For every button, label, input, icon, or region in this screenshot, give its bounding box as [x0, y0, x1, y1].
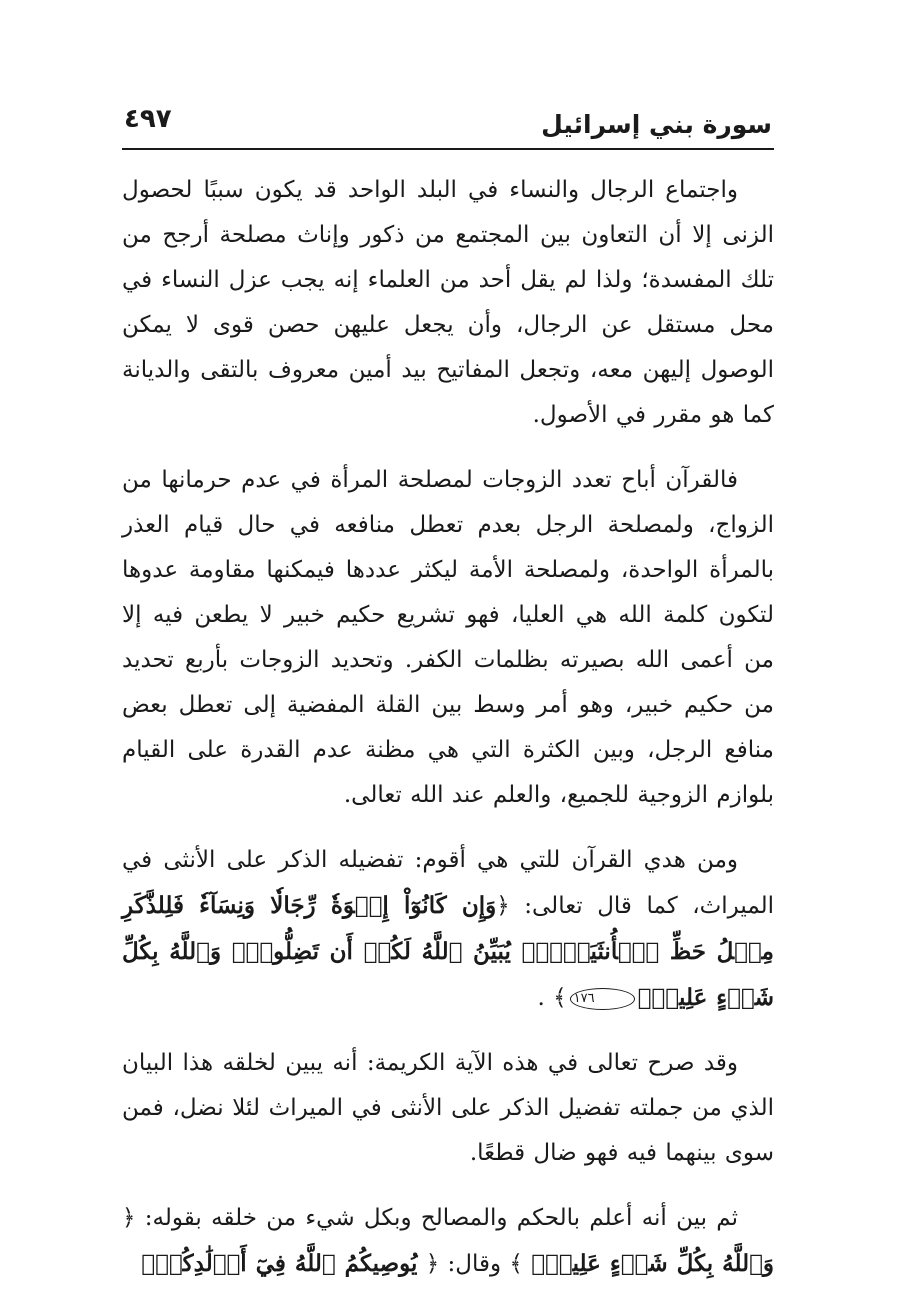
quran-verse: وَإِن كَانُوٓاْ إِخۡوَةٗ رِّجَالٗا وَنِسَآءٗ فَلِلذَّكَرِ مِثۡلُ حَظِّ ٱلۡأُنثَيَيۡنِۗ يُبَيِّنُ ٱللَّهُ لَكُمۡ أَن تَضِلُّواْۗ وَٱللَّهُ بِكُلِّ شَيۡءٍ عَلِيمُۢ: [122, 892, 774, 1011]
quran-verse: وَٱللَّهُ بِكُلِّ شَيۡءٍ عَلِيمُۢ: [531, 1250, 774, 1277]
paragraph-text: ثم بين أنه أعلم بالحكم والمصالح وبكل شيء من خلقه بقوله:: [144, 1205, 738, 1231]
paragraph-text: وقال:: [447, 1251, 502, 1277]
ayah-open-bracket: ﴿: [122, 1205, 136, 1231]
paragraph: [122, 1196, 774, 1287]
paragraph-text: ومن هدي القرآن للتي هي أقوم: تفضيله الذكر على الأنثى في الميراث، كما قال تعالى:: [122, 847, 775, 919]
ayah-close-bracket: ﴾: [509, 1251, 523, 1277]
page-number: ٤٩٧: [124, 104, 172, 134]
ayah-open-bracket: ﴿: [496, 893, 510, 919]
ayah-close-bracket: ﴾: [553, 985, 567, 1011]
quran-verse: يُوصِيكُمُ ٱللَّهُ فِيٓ أَوۡلَٰدِكُمۡۖ: [141, 1250, 418, 1277]
page-body: [122, 168, 774, 1307]
paragraph: [122, 458, 774, 818]
paragraph: [122, 168, 774, 438]
paragraph-text: فالقرآن أباح تعدد الزوجات لمصلحة المرأة في عدم حرمانها من الزواج، ولمصلحة الرجل بعدم تعطل منافعه في حال قيام العذر بالمرأة الواحدة، ولمصلحة الأمة ليكثر عددها فيمكنها مقاومة عدوها لتكون كلمة الله هي العليا، فهو تشريع حكيم خبير لا يطعن فيه إلا من أعمى الله بصيرته بظلمات الكفر. وتحديد الزوجات بأربع تحديد من حكيم خبير، وهو أمر وسط بين القلة المفضية إلى تعطل بعض منافع الرجل، وبين الكثرة التي هي مظنة عدم القدرة على القيام بلوازم الزوجية للجميع، والعلم عند الله تعالى.: [122, 467, 774, 808]
paragraph-text: واجتماع الرجال والنساء في البلد الواحد قد يكون سببًا لحصول الزنى إلا أن التعاون بين المجتمع من ذكور وإناث مصلحة أرجح من تلك المفسدة؛ ولذا لم يقل أحد من العلماء إنه يجب عزل النساء في محل مستقل عن الرجال، وأن يجعل عليهن حصن قوى لا يمكن الوصول إليهن معه، وتجعل المفاتيح بيد أمين معروف بالتقى والديانة كما هو مقرر في الأصول.: [122, 177, 774, 428]
paragraph-text: وقد صرح تعالى في هذه الآية الكريمة: أنه يبين لخلقه هذا البيان الذي من جملته تفضيل الذكر على الأنثى في الميراث لئلا نضل، فمن سوى بينهما فيه فهو ضال قطعًا.: [122, 1050, 774, 1166]
paragraph: [122, 1041, 774, 1176]
page-header: [122, 98, 774, 150]
paragraph: [122, 838, 774, 1021]
surah-title: سورة بني إسرائيل: [541, 110, 772, 139]
paragraph-end-punct: .: [537, 985, 545, 1011]
ayah-open-bracket: ﴿: [425, 1251, 440, 1277]
verse-number-marker: ١٧٦: [570, 988, 635, 1010]
